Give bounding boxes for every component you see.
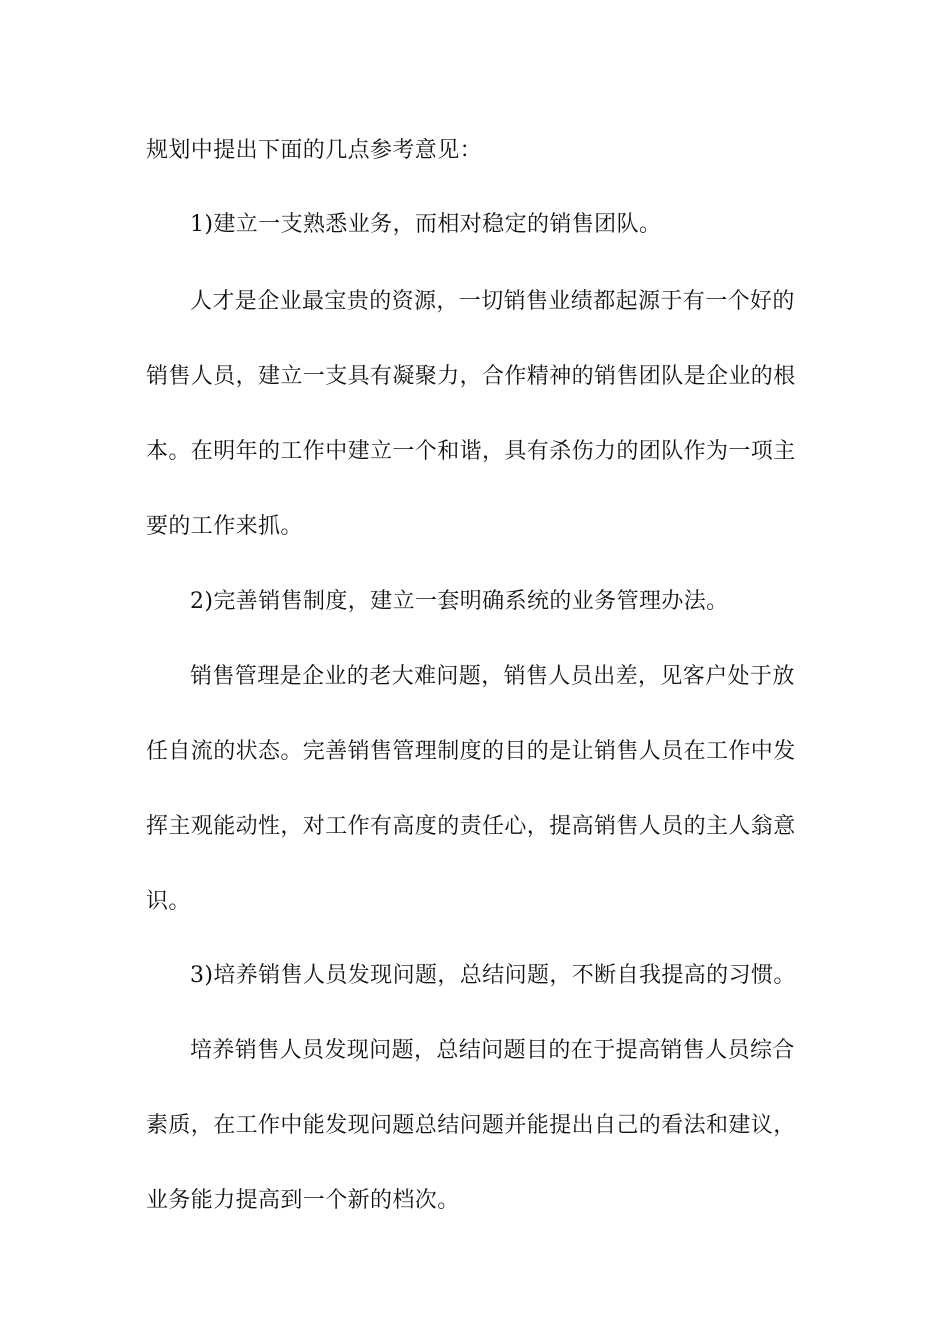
paragraph-1-line-3: 本。在明年的工作中建立一个和谐，具有杀伤力的团队作为一项主 <box>146 439 796 464</box>
paragraph-1-line-4: 要的工作来抓。 <box>146 514 303 539</box>
heading-2: 2)完善销售制度，建立一套明确系统的业务管理办法。 <box>190 589 729 614</box>
heading-3: 3)培养销售人员发现问题，总结问题，不断自我提高的习惯。 <box>190 963 796 988</box>
paragraph-2-line-1: 销售管理是企业的老大难问题，销售人员出差，见客户处于放 <box>190 664 795 689</box>
paragraph-1-line-1: 人才是企业最宝贵的资源，一切销售业绩都起源于有一个好的 <box>190 289 795 314</box>
paragraph-3-line-1: 培养销售人员发现问题，总结问题目的在于提高销售人员综合 <box>190 1038 795 1063</box>
paragraph-1-line-2: 销售人员，建立一支具有凝聚力，合作精神的销售团队是企业的根 <box>146 364 796 389</box>
paragraph-2-line-3: 挥主观能动性，对工作有高度的责任心，提高销售人员的主人翁意 <box>146 814 796 839</box>
intro-line: 规划中提出下面的几点参考意见： <box>146 138 483 163</box>
paragraph-2-line-4: 识。 <box>146 889 191 914</box>
paragraph-3-line-3: 业务能力提高到一个新的档次。 <box>146 1188 460 1213</box>
heading-1: 1)建立一支熟悉业务，而相对稳定的销售团队。 <box>190 212 662 237</box>
paragraph-2-line-2: 任自流的状态。完善销售管理制度的目的是让销售人员在工作中发 <box>146 739 796 764</box>
paragraph-3-line-2: 素质，在工作中能发现问题总结问题并能提出自己的看法和建议， <box>146 1113 796 1138</box>
